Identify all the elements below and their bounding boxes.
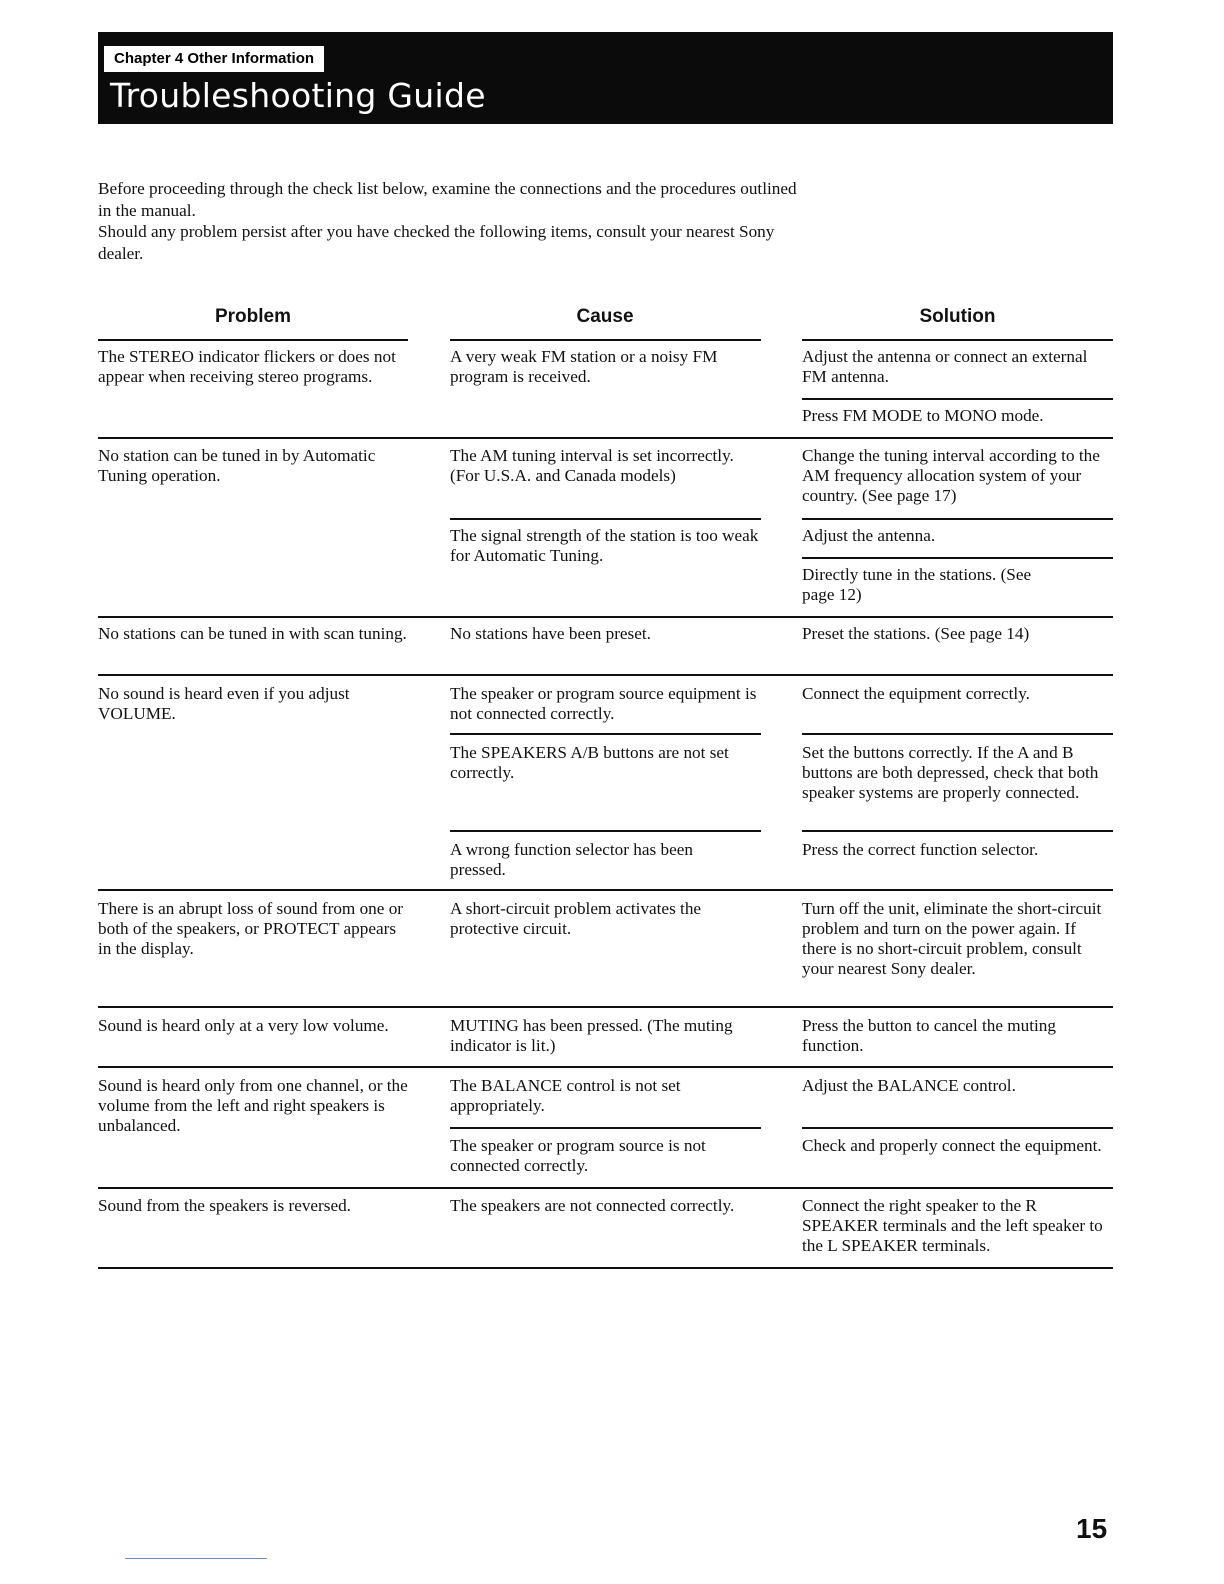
table-row-solution: Change the tuning interval according to the AM frequency allocation system of your country. (See page 17) <box>802 446 1100 505</box>
table-row-solution: Check and properly connect the equipment. <box>802 1136 1102 1155</box>
row-divider <box>98 1066 1113 1068</box>
table-row-problem: No station can be tuned in by Automatic Tuning operation. <box>98 446 376 485</box>
table-row-cause: The speaker or program source is not connected correctly. <box>450 1136 706 1175</box>
row-divider <box>98 1187 1113 1189</box>
cause-divider <box>450 830 761 832</box>
table-row-cause: The speakers are not connected correctly. <box>450 1196 735 1215</box>
page-title: Troubleshooting Guide <box>110 76 486 115</box>
row-divider <box>98 616 1113 618</box>
table-row-cause: The BALANCE control is not set appropriately. <box>450 1076 681 1115</box>
intro-paragraph-1: Before proceeding through the check list below, examine the connections and the procedures outlined in the manual. <box>98 179 797 220</box>
solution-divider <box>802 1127 1113 1129</box>
solution-divider <box>802 518 1113 520</box>
table-row-problem: There is an abrupt loss of sound from one or both of the speakers, or PROTECT appears in the display. <box>98 899 404 958</box>
table-row-solution: Connect the equipment correctly. <box>802 684 1030 703</box>
solution-header-rule <box>802 339 1113 341</box>
table-row-solution: Press FM MODE to MONO mode. <box>802 406 1044 425</box>
table-row-cause: No stations have been preset. <box>450 624 651 643</box>
table-row-cause: The SPEAKERS A/B buttons are not set correctly. <box>450 743 729 782</box>
table-row-solution: Adjust the antenna or connect an external FM antenna. <box>802 347 1088 386</box>
table-row-solution: Directly tune in the stations. (See page 12) <box>802 565 1032 604</box>
table-row-problem: Sound is heard only at a very low volume. <box>98 1016 389 1035</box>
table-row-problem: The STEREO indicator flickers or does not appear when receiving stereo programs. <box>98 347 396 386</box>
table-row-cause: A wrong function selector has been pressed. <box>450 840 693 879</box>
footer-link-underline <box>125 1558 267 1559</box>
table-row-solution: Adjust the BALANCE control. <box>802 1076 1016 1095</box>
table-row-solution: Preset the stations. (See page 14) <box>802 624 1030 643</box>
chapter-label: Chapter 4 Other Information <box>104 46 324 72</box>
table-row-cause: A short-circuit problem activates the protective circuit. <box>450 899 702 938</box>
solution-divider <box>802 398 1113 400</box>
row-divider <box>98 437 1113 439</box>
table-row-solution: Set the buttons correctly. If the A and B buttons are both depressed, check that both speaker systems are properly connected. <box>802 743 1099 802</box>
table-row-problem: No stations can be tuned in with scan tuning. <box>98 624 407 643</box>
page-number: 15 <box>1076 1513 1108 1544</box>
table-row-cause: The signal strength of the station is too weak for Automatic Tuning. <box>450 526 759 565</box>
table-row-cause: The speaker or program source equipment is not connected correctly. <box>450 684 757 723</box>
table-row-solution: Connect the right speaker to the R SPEAKER terminals and the left speaker to the L SPEAKER terminals. <box>802 1196 1103 1255</box>
table-row-problem: Sound from the speakers is reversed. <box>98 1196 351 1215</box>
solution-divider <box>802 830 1113 832</box>
intro-text <box>98 178 798 264</box>
cause-divider <box>450 518 761 520</box>
solution-divider <box>802 733 1113 735</box>
row-divider <box>98 889 1113 891</box>
table-row-solution: Adjust the antenna. <box>802 526 936 545</box>
solution-divider <box>802 557 1113 559</box>
table-row-cause: A very weak FM station or a noisy FM program is received. <box>450 347 718 386</box>
table-row-cause: MUTING has been pressed. (The muting indicator is lit.) <box>450 1016 733 1055</box>
solution-column-header: Solution <box>919 306 996 327</box>
row-divider <box>98 1006 1113 1008</box>
cause-divider <box>450 1127 761 1129</box>
intro-paragraph-2: Should any problem persist after you have checked the following items, consult your nearest Sony dealer. <box>98 222 775 263</box>
row-divider <box>98 674 1113 676</box>
problem-column-header: Problem <box>214 306 292 327</box>
table-row-cause: The AM tuning interval is set incorrectly. (For U.S.A. and Canada models) <box>450 446 734 485</box>
table-row-problem: No sound is heard even if you adjust VOLUME. <box>98 684 350 723</box>
table-row-solution: Press the button to cancel the muting function. <box>802 1016 1056 1055</box>
cause-divider <box>450 733 761 735</box>
table-row-problem: Sound is heard only from one channel, or the volume from the left and right speakers is unbalanced. <box>98 1076 408 1135</box>
table-row-solution: Press the correct function selector. <box>802 840 1039 859</box>
table-bottom-rule <box>98 1267 1113 1269</box>
table-row-solution: Turn off the unit, eliminate the short-circuit problem and turn on the power again. If there is no short-circuit problem, consult your nearest Sony dealer. <box>802 899 1102 978</box>
cause-column-header: Cause <box>576 306 634 327</box>
cause-header-rule <box>450 339 761 341</box>
problem-header-rule <box>98 339 408 341</box>
